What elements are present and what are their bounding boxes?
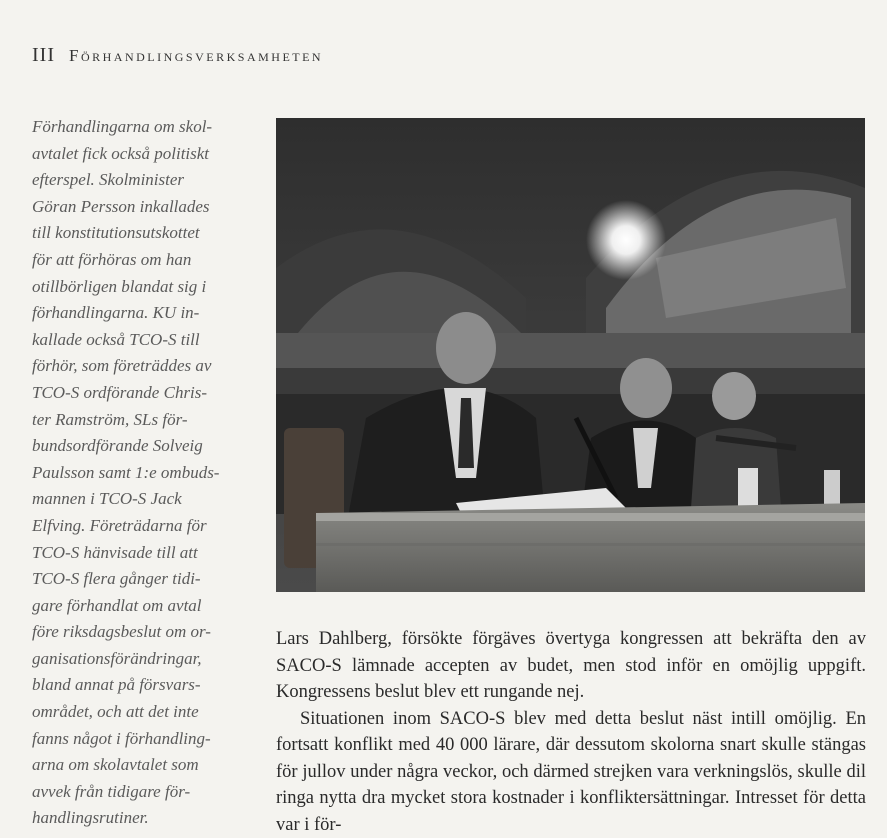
sidebar-line: gare förhandlat om avtal bbox=[32, 593, 248, 620]
sidebar-line: arna om skolavtalet som bbox=[32, 752, 248, 779]
sidebar-line: mannen i TCO-S Jack bbox=[32, 486, 248, 513]
sidebar-line: förhör, som företräddes av bbox=[32, 353, 248, 380]
sidebar-line: ter Ramström, SLs för- bbox=[32, 407, 248, 434]
sidebar-line: fanns något i förhandling- bbox=[32, 726, 248, 753]
sidebar-line: förhandlingarna. KU in- bbox=[32, 300, 248, 327]
sidebar-line: bland annat på försvars- bbox=[32, 672, 248, 699]
sidebar-caption bbox=[32, 114, 248, 832]
sidebar-line: Förhandlingarna om skol- bbox=[32, 114, 248, 141]
chapter-title: Förhandlingsverksamheten bbox=[69, 46, 323, 65]
chapter-number: III bbox=[32, 44, 55, 66]
sidebar-line: Göran Persson inkallades bbox=[32, 194, 248, 221]
sidebar-line: avvek från tidigare för- bbox=[32, 779, 248, 806]
sidebar-line: efterspel. Skolminister bbox=[32, 167, 248, 194]
press-conference-photo bbox=[276, 118, 865, 592]
sidebar-line: Elfving. Företrädarna för bbox=[32, 513, 248, 540]
sidebar-line: bundsordförande Solveig bbox=[32, 433, 248, 460]
page-header bbox=[32, 44, 323, 67]
sidebar-line: avtalet fick också politiskt bbox=[32, 141, 248, 168]
sidebar-line: för att förhöras om han bbox=[32, 247, 248, 274]
sidebar-line: ganisationsförändringar, bbox=[32, 646, 248, 673]
body-text bbox=[276, 626, 866, 838]
paragraph: Situationen inom SACO-S blev med detta beslut näst intill omöjlig. En fortsatt konflikt med 40 000 lärare, där dessutom skolorna snart skulle stängas för jullov under några veckor, och därmed strejken vara verkningslös, skulle dil ringa nytta dra mycket stora kostnader i konfliktersättningar. Intresset för detta var i för- bbox=[276, 706, 866, 838]
sidebar-line: handlingsrutiner. bbox=[32, 805, 248, 832]
sidebar-line: TCO-S hänvisade till att bbox=[32, 540, 248, 567]
sidebar-line: området, och att det inte bbox=[32, 699, 248, 726]
sidebar-line: Paulsson samt 1:e ombuds- bbox=[32, 460, 248, 487]
sidebar-line: kallade också TCO-S till bbox=[32, 327, 248, 354]
sidebar-line: före riksdagsbeslut om or- bbox=[32, 619, 248, 646]
sidebar-line: TCO-S ordförande Chris- bbox=[32, 380, 248, 407]
sidebar-line: till konstitutionsutskottet bbox=[32, 220, 248, 247]
sidebar-line: TCO-S flera gånger tidi- bbox=[32, 566, 248, 593]
sidebar-line: otillbörligen blandat sig i bbox=[32, 274, 248, 301]
paragraph: Lars Dahlberg, försökte förgäves övertyga kongressen att bekräfta den av SACO-S lämnade accepten av budet, men stod inför en omöjlig uppgift. Kongressens beslut blev ett rungande nej. bbox=[276, 626, 866, 706]
